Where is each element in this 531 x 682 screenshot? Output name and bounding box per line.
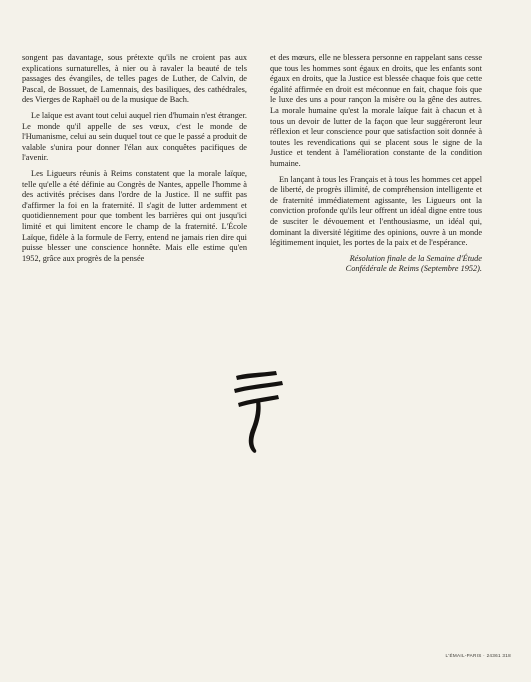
left-column — [22, 53, 247, 269]
left-paragraph-3: Les Ligueurs réunis à Reims constatent que la morale laïque, telle qu'elle a été définie au Congrès de Nantes, appelle l'homme à des activités précises dans l'ordre de la Justice. Il ne suffit pas d'affirmer la foi en la fraternité. Il s'agit de lutter ardemment et quotidiennement pour que tombent les barrières qui ont jusqu'ici limité et qui limitent encore le champ de la fraternité. L'École Laïque, fidèle à la formule de Ferry, entend ne jamais rien dire qui puisse blesser une conscience honnête. Mais elle estime qu'en 1952, grâce aux progrès de la pensée — [22, 168, 247, 263]
right-column — [270, 53, 482, 275]
resolution-signature — [270, 254, 482, 275]
signature-line-2: Confédérale de Reims (Septembre 1952). — [345, 264, 482, 274]
left-paragraph-2: Le laïque est avant tout celui auquel rien d'humain n'est étranger. Le monde qu'il appelle de ses vœux, c'est le monde de l'Humanisme, celui au sein duquel tout ce que le passé a produit de valable s'unira pour donner l'élan aux conquêtes pacifiques de l'avenir. — [22, 110, 247, 163]
signature-line-1: Résolution finale de la Semaine d'Étude — [349, 253, 482, 263]
calligraphic-flourish-icon — [232, 370, 286, 456]
printer-mark: L'ÉMAIL-PARIS · 24361 318 — [445, 653, 511, 658]
right-paragraph-1: et des mœurs, elle ne blessera personne en rappelant sans cesse que tous les hommes sont égaux en droits, que les enfants sont égaux en droits, que la Justice est blessée chaque fois que cette égalité affirmée en droit est méconnue en fait, chaque fois que le luxe des uns a pour rançon la misère ou la gêne des autres. La morale humaine qu'est la morale laïque fait à chacun et à tous un devoir de lutter de la façon que leur suggéreront leur réflexion et leur conscience pour que satisfaction soit donnée à toutes les revendications qui se placent sous le signe de la Justice et tendent à l'amélioration constante de la condition humaine. — [270, 53, 482, 168]
left-paragraph-1: songent pas davantage, sous prétexte qu'ils ne croient pas aux explications surnaturelles, à nier ou à ravaler la beauté de tels passages des évangiles, de telles pages de Luther, de Calvin, de Pascal, de Bossuet, de Lamennais, des basiliques, des cathédrales, des Vierges de Raphaël ou de la musique de Bach. — [22, 53, 247, 105]
right-paragraph-2: En lançant à tous les Français et à tous les hommes cet appel de liberté, de progrès illimité, de compréhension intelligente et de fraternité immédiatement agissante, les Ligueurs ont la conviction profonde qu'ils leur offrent un idéal digne entre tous de susciter le dévouement et l'enthousiasme, un idéal qui, dominant la diversité légitime des opinions, ouvre à un monde légitimement inquiet, les portes de la paix et de l'espérance. — [270, 174, 482, 248]
